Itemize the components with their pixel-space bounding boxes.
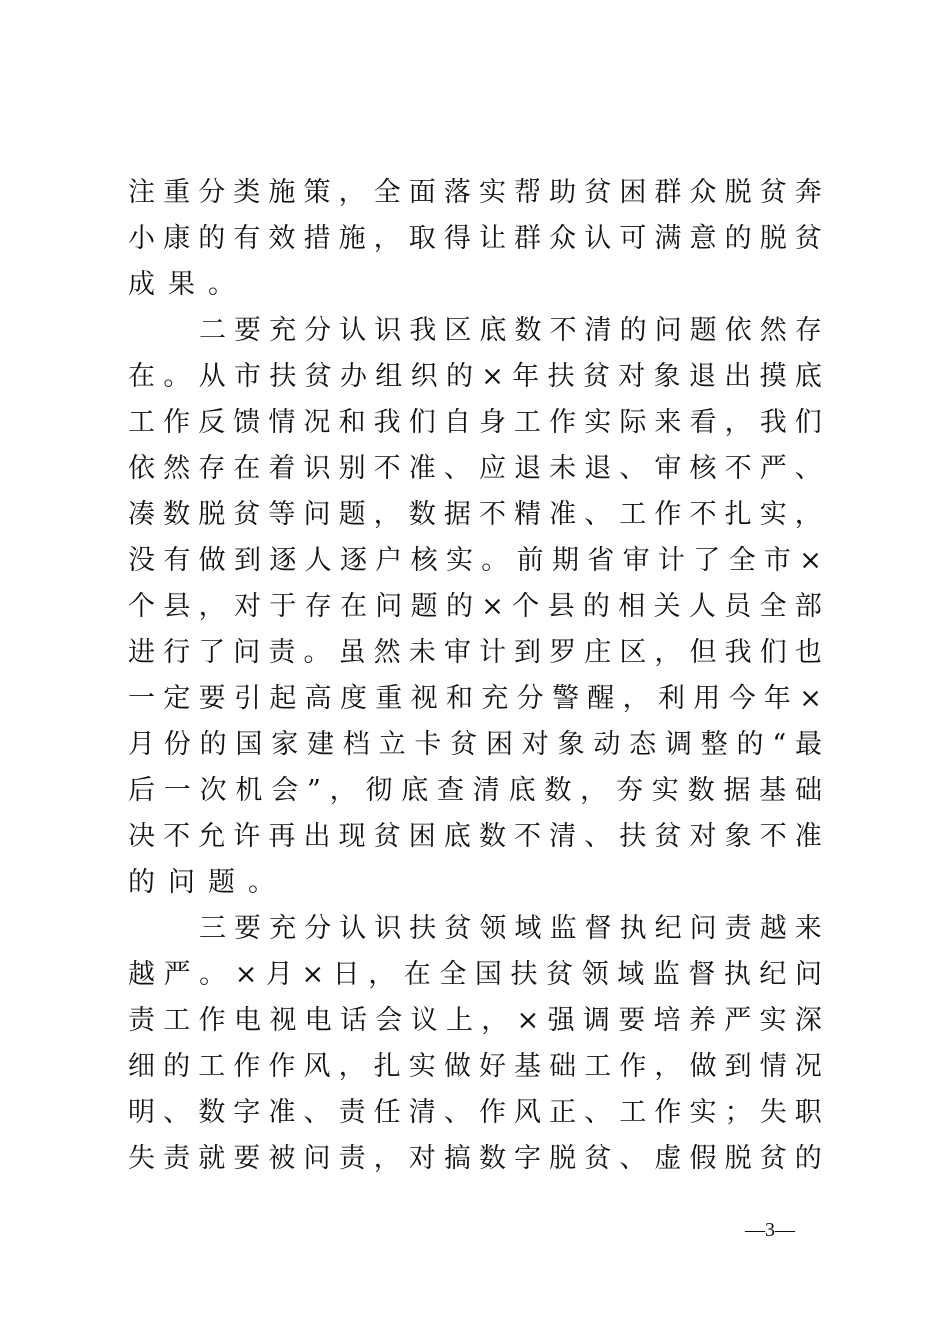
text-line-20: 细 的 工 作 作 风 ， 扎 实 做 好 基 础 工 作 ， 做 到 情 况 (128, 1051, 822, 1082)
text-line-13: 月 份 的 国 家 建 档 立 卡 贫 困 对 象 动 态 调 整 的 “ 最 (128, 729, 822, 760)
text-line-2: 小 康 的 有 效 措 施 ， 取 得 让 群 众 认 可 满 意 的 脱 贫 (128, 223, 822, 254)
text-line-3: 成果。 (128, 269, 248, 300)
text-line-17: 三 要 充 分 认 识 扶 贫 领 域 监 督 执 纪 问 责 越 来 (199, 913, 822, 944)
text-line-4: 二 要 充 分 认 识 我 区 底 数 不 清 的 问 题 依 然 存 (199, 315, 822, 346)
text-line-8: 凑 数 脱 贫 等 问 题 ， 数 据 不 精 准 、 工 作 不 扎 实 ， (128, 499, 822, 530)
text-line-1: 注 重 分 类 施 策 ， 全 面 落 实 帮 助 贫 困 群 众 脱 贫 奔 (128, 177, 822, 208)
text-line-7: 依 然 存 在 着 识 别 不 准 、 应 退 未 退 、 审 核 不 严 、 (128, 453, 822, 484)
page-number: —3— (745, 1219, 795, 1241)
text-line-22: 失 责 就 要 被 问 责 ， 对 搞 数 字 脱 贫 、 虚 假 脱 贫 的 (128, 1143, 822, 1174)
text-line-21: 明 、 数 字 准 、 责 任 清 、 作 风 正 、 工 作 实 ； 失 职 (128, 1097, 822, 1128)
text-line-18: 越 严 。 × 月 × 日 ， 在 全 国 扶 贫 领 域 监 督 执 纪 问 (128, 959, 822, 990)
text-line-5: 在 。 从 市 扶 贫 办 组 织 的 × 年 扶 贫 对 象 退 出 摸 底 (128, 361, 822, 392)
text-line-15: 决 不 允 许 再 出 现 贫 困 底 数 不 清 、 扶 贫 对 象 不 准 (128, 821, 822, 852)
text-line-9: 没 有 做 到 逐 人 逐 户 核 实 。 前 期 省 审 计 了 全 市 × (128, 545, 822, 576)
text-line-6: 工 作 反 馈 情 况 和 我 们 自 身 工 作 实 际 来 看 ， 我 们 (128, 407, 822, 438)
text-line-11: 进 行 了 问 责 。 虽 然 未 审 计 到 罗 庄 区 ， 但 我 们 也 (128, 637, 822, 668)
text-line-10: 个 县 ， 对 于 存 在 问 题 的 × 个 县 的 相 关 人 员 全 部 (128, 591, 822, 622)
text-line-14: 后 一 次 机 会 ” ， 彻 底 查 清 底 数 ， 夯 实 数 据 基 础 (128, 775, 822, 806)
text-line-16: 的问题。 (128, 867, 288, 898)
text-line-19: 责 工 作 电 视 电 话 会 议 上 ， × 强 调 要 培 养 严 实 深 (128, 1005, 822, 1036)
text-line-12: 一 定 要 引 起 高 度 重 视 和 充 分 警 醒 ， 利 用 今 年 × (128, 683, 822, 714)
